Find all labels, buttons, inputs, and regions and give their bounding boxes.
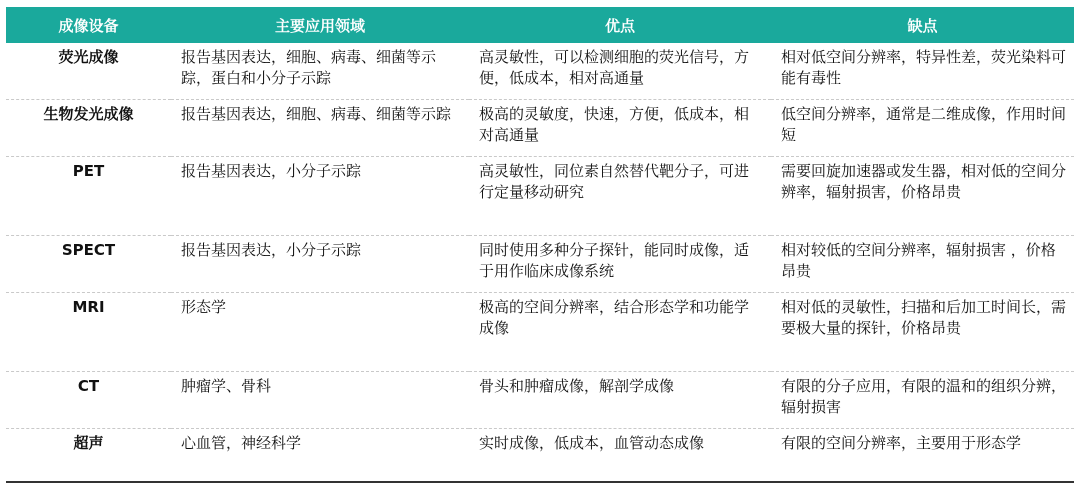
- table-row: [6, 372, 1074, 429]
- device-cell: MRI: [6, 293, 171, 372]
- advantages-cell: 同时使用多种分子探针，能同时成像，适于用作临床成像系统: [469, 236, 771, 293]
- advantages-cell: 极高的灵敏度，快速，方便，低成本，相对高通量: [469, 100, 771, 157]
- header-row: [6, 7, 1074, 43]
- applications-cell: 报告基因表达，细胞、病毒、细菌等示踪: [171, 100, 469, 157]
- disadvantages-cell: 有限的空间分辨率，主要用于形态学: [771, 429, 1074, 483]
- table-row: [6, 429, 1074, 483]
- disadvantages-cell: 有限的分子应用，有限的温和的组织分辨，辐射损害: [771, 372, 1074, 429]
- advantages-cell: 骨头和肿瘤成像，解剖学成像: [469, 372, 771, 429]
- applications-cell: 报告基因表达，小分子示踪: [171, 157, 469, 236]
- header-advantages: 优点: [469, 7, 771, 43]
- applications-cell: 形态学: [171, 293, 469, 372]
- device-cell: 生物发光成像: [6, 100, 171, 157]
- disadvantages-cell: 相对较低的空间分辨率，辐射损害 ，价格昂贵: [771, 236, 1074, 293]
- table-body: [6, 43, 1074, 482]
- imaging-comparison-table: [6, 7, 1074, 483]
- applications-cell: 心血管，神经科学: [171, 429, 469, 483]
- device-cell: PET: [6, 157, 171, 236]
- disadvantages-cell: 相对低的灵敏性，扫描和后加工时间长，需要极大量的探针，价格昂贵: [771, 293, 1074, 372]
- disadvantages-cell: 低空间分辨率，通常是二维成像，作用时间短: [771, 100, 1074, 157]
- table-row: [6, 100, 1074, 157]
- table-row: [6, 236, 1074, 293]
- device-cell: SPECT: [6, 236, 171, 293]
- applications-cell: 报告基因表达，细胞、病毒、细菌等示踪，蛋白和小分子示踪: [171, 43, 469, 100]
- advantages-cell: 高灵敏性，可以检测细胞的荧光信号，方便，低成本，相对高通量: [469, 43, 771, 100]
- table-row: [6, 293, 1074, 372]
- advantages-cell: 高灵敏性，同位素自然替代靶分子，可进行定量移动研究: [469, 157, 771, 236]
- applications-cell: 报告基因表达，小分子示踪: [171, 236, 469, 293]
- table-row: [6, 157, 1074, 236]
- advantages-cell: 极高的空间分辨率，结合形态学和功能学成像: [469, 293, 771, 372]
- disadvantages-cell: 需要回旋加速器或发生器，相对低的空间分辨率，辐射损害，价格昂贵: [771, 157, 1074, 236]
- device-cell: 超声: [6, 429, 171, 483]
- table-header: [6, 7, 1074, 43]
- table-row: [6, 43, 1074, 100]
- device-cell: CT: [6, 372, 171, 429]
- applications-cell: 肿瘤学、骨科: [171, 372, 469, 429]
- header-applications: 主要应用领域: [171, 7, 469, 43]
- device-cell: 荧光成像: [6, 43, 171, 100]
- header-device: 成像设备: [6, 7, 171, 43]
- header-disadvantages: 缺点: [771, 7, 1074, 43]
- disadvantages-cell: 相对低空间分辨率，特异性差，荧光染料可能有毒性: [771, 43, 1074, 100]
- advantages-cell: 实时成像，低成本，血管动态成像: [469, 429, 771, 483]
